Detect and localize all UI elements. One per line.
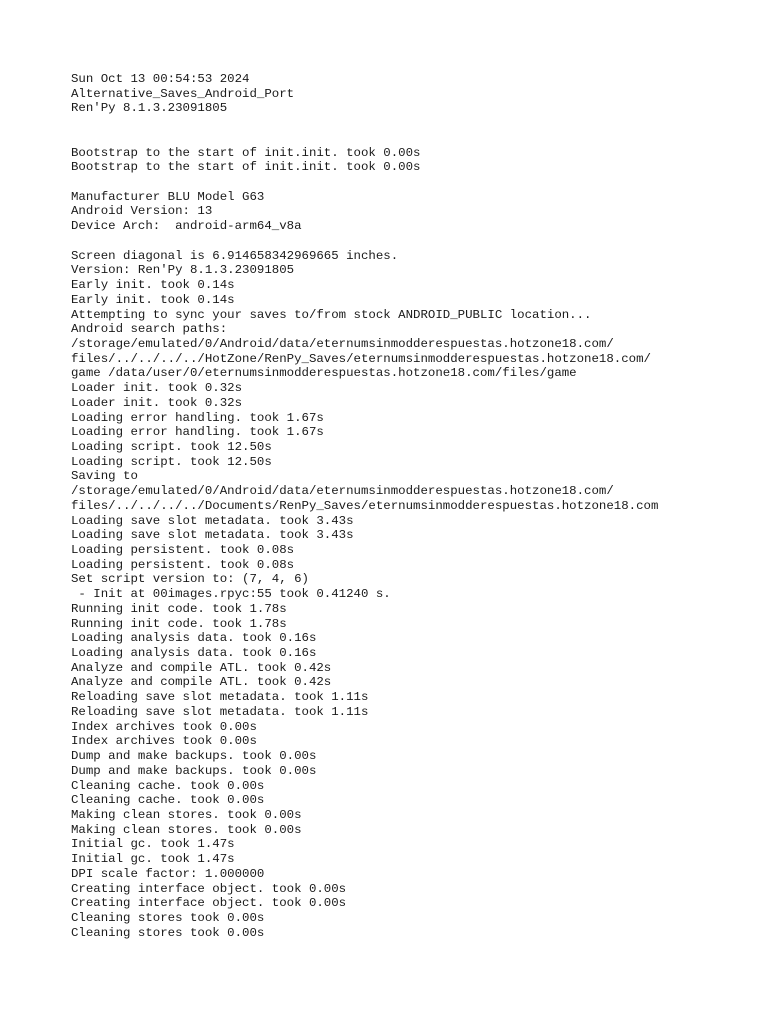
log-line: Android Version: 13 <box>71 204 213 219</box>
log-line: Running init code. took 1.78s <box>71 601 287 616</box>
log-line <box>71 175 751 190</box>
log-line: Version: Ren'Py 8.1.3.23091805 <box>71 263 295 278</box>
log-line: Making clean stores. took 0.00s <box>71 822 302 837</box>
log-line <box>71 131 751 146</box>
log-line: Loading script. took 12.50s <box>71 454 272 469</box>
log-line <box>71 116 751 131</box>
log-line: Early init. took 0.14s <box>71 292 235 307</box>
log-line: Android search paths: <box>71 322 228 337</box>
log-line: Sun Oct 13 00:54:53 2024 <box>71 72 250 86</box>
log-line: Bootstrap to the start of init.init. took 0.00s <box>71 145 421 160</box>
log-line: Ren'Py 8.1.3.23091805 <box>71 101 228 116</box>
log-line: /storage/emulated/0/Android/data/eternumsinmodderespuestas.hotzone18.com/ <box>71 336 614 351</box>
log-line: Attempting to sync your saves to/from stock ANDROID_PUBLIC location... <box>71 307 592 322</box>
log-line: files/../../../../HotZone/RenPy_Saves/eternumsinmodderespuestas.hotzone18.com/ <box>71 351 651 366</box>
log-line: Cleaning cache. took 0.00s <box>71 793 265 808</box>
log-line <box>71 234 751 249</box>
log-line: Reloading save slot metadata. took 1.11s <box>71 704 369 719</box>
log-line: Creating interface object. took 0.00s <box>71 896 347 911</box>
log-line: /storage/emulated/0/Android/data/eternumsinmodderespuestas.hotzone18.com/ <box>71 484 614 499</box>
log-line: Cleaning stores took 0.00s <box>71 910 265 925</box>
log-line: Loading script. took 12.50s <box>71 439 272 454</box>
log-line: Saving to <box>71 469 138 484</box>
log-line: Loader init. took 0.32s <box>71 395 243 410</box>
log-line: Set script version to: (7, 4, 6) <box>71 572 309 587</box>
log-line: Initial gc. took 1.47s <box>71 837 235 852</box>
log-line: Early init. took 0.14s <box>71 278 235 293</box>
log-line: Manufacturer BLU Model G63 <box>71 189 265 204</box>
log-line: Making clean stores. took 0.00s <box>71 807 302 822</box>
log-line: Index archives took 0.00s <box>71 719 257 734</box>
log-line: Loading save slot metadata. took 3.43s <box>71 513 354 528</box>
log-line: Initial gc. took 1.47s <box>71 852 235 867</box>
log-line: Cleaning stores took 0.00s <box>71 925 265 940</box>
log-line: Screen diagonal is 6.914658342969665 inches. <box>71 248 399 263</box>
log-line: Dump and make backups. took 0.00s <box>71 749 317 764</box>
log-line: Alternative_Saves_Android_Port <box>71 86 295 101</box>
log-line: Loader init. took 0.32s <box>71 381 243 396</box>
log-line: Loading error handling. took 1.67s <box>71 425 324 440</box>
log-line: files/../../../../Documents/RenPy_Saves/eternumsinmodderespuestas.hotzone18.com <box>71 498 659 513</box>
log-line: Loading persistent. took 0.08s <box>71 557 295 572</box>
log-line: Loading save slot metadata. took 3.43s <box>71 528 354 543</box>
log-line: Creating interface object. took 0.00s <box>71 881 347 896</box>
log-line: Analyze and compile ATL. took 0.42s <box>71 675 332 690</box>
log-line: Loading persistent. took 0.08s <box>71 543 295 557</box>
log-line: Reloading save slot metadata. took 1.11s <box>71 690 369 705</box>
log-line: Bootstrap to the start of init.init. took 0.00s <box>71 160 421 175</box>
log-line: Loading analysis data. took 0.16s <box>71 631 317 646</box>
log-line: Running init code. took 1.78s <box>71 616 287 631</box>
log-line: game /data/user/0/eternumsinmodderespuestas.hotzone18.com/files/game <box>71 366 577 381</box>
log-text-block <box>71 72 751 940</box>
log-line: Device Arch: android-arm64_v8a <box>71 219 302 234</box>
log-line: DPI scale factor: 1.000000 <box>71 866 265 881</box>
log-line: Analyze and compile ATL. took 0.42s <box>71 660 332 675</box>
log-line: Cleaning cache. took 0.00s <box>71 778 265 793</box>
log-line: Dump and make backups. took 0.00s <box>71 763 317 778</box>
log-line: Index archives took 0.00s <box>71 734 257 749</box>
log-line: Loading analysis data. took 0.16s <box>71 646 317 661</box>
log-line: - Init at 00images.rpyc:55 took 0.41240 s. <box>71 587 391 602</box>
log-line: Loading error handling. took 1.67s <box>71 410 324 425</box>
